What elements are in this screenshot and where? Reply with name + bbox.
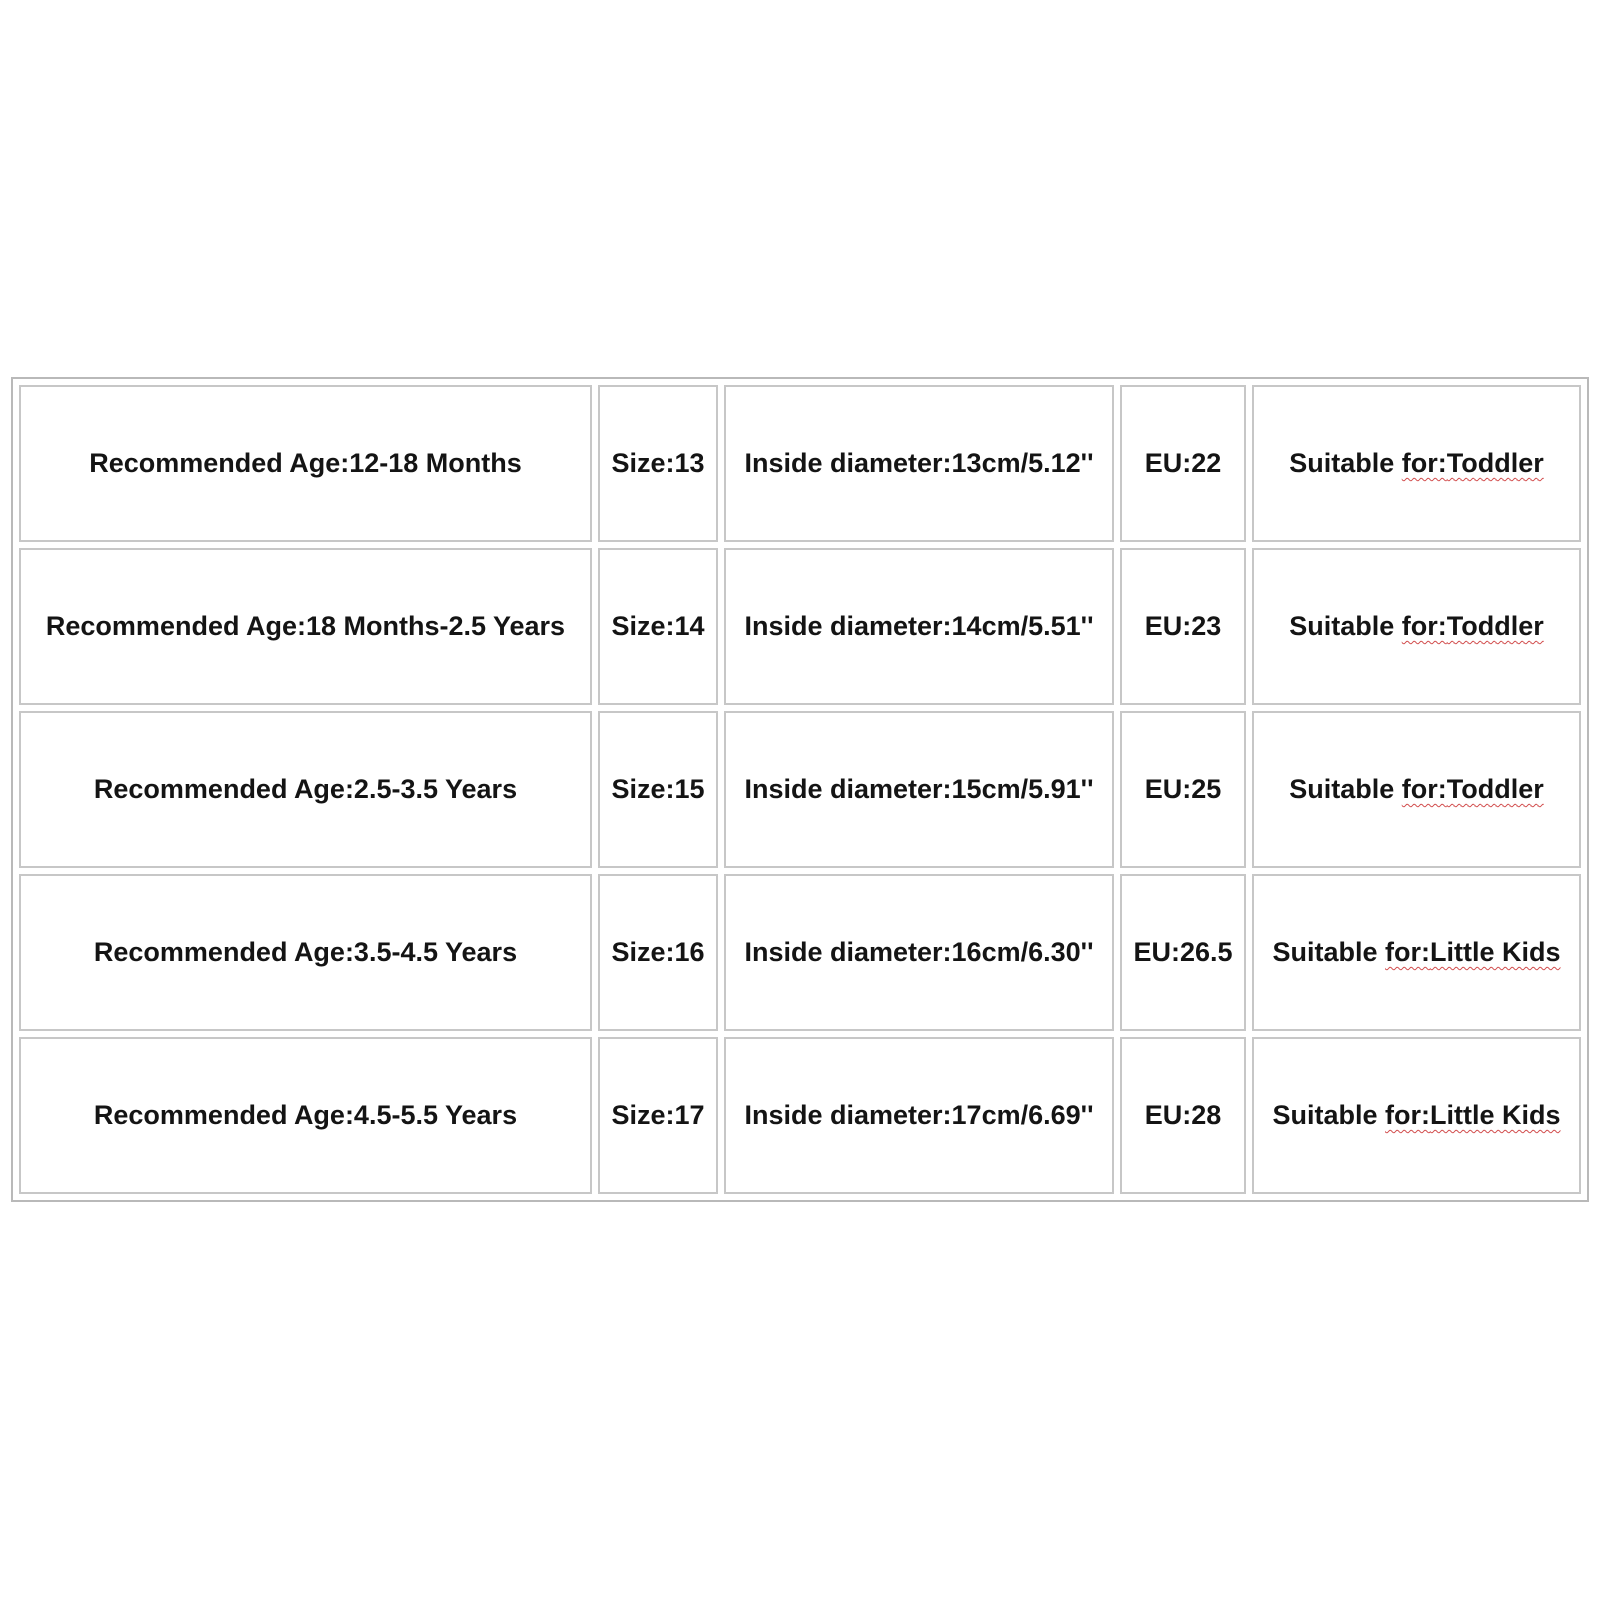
suitable-for-cell: [1252, 874, 1581, 1031]
diameter-cell: Inside diameter:15cm/5.91'': [724, 711, 1114, 868]
age-cell: Recommended Age:4.5-5.5 Years: [19, 1037, 592, 1194]
eu-size-cell: EU:26.5: [1120, 874, 1246, 1031]
suitable-for-prefix: for:: [1401, 611, 1447, 641]
suitable-for-prefix: for:: [1401, 448, 1447, 478]
table-row: [19, 385, 1581, 542]
size-cell: Size:13: [598, 385, 718, 542]
age-cell: Recommended Age:18 Months-2.5 Years: [19, 548, 592, 705]
suitable-label: Suitable: [1272, 937, 1386, 967]
age-cell: Recommended Age:3.5-4.5 Years: [19, 874, 592, 1031]
suitable-for-prefix: for:: [1401, 774, 1447, 804]
suitable-for-underlined: [1385, 1100, 1561, 1130]
suitable-label: Suitable: [1272, 1100, 1386, 1130]
diameter-cell: Inside diameter:17cm/6.69'': [724, 1037, 1114, 1194]
diameter-cell: Inside diameter:13cm/5.12'': [724, 385, 1114, 542]
diameter-cell: Inside diameter:14cm/5.51'': [724, 548, 1114, 705]
diameter-cell: Inside diameter:16cm/6.30'': [724, 874, 1114, 1031]
suitable-for-value: Toddler: [1446, 774, 1544, 804]
suitable-label: Suitable: [1289, 611, 1402, 641]
table-row: [19, 874, 1581, 1031]
suitable-for-prefix: for:: [1385, 1100, 1430, 1130]
suitable-for-underlined: [1402, 611, 1544, 641]
suitable-for-underlined: [1402, 774, 1544, 804]
size-cell: Size:14: [598, 548, 718, 705]
suitable-for-underlined: [1402, 448, 1544, 478]
suitable-label: Suitable: [1289, 448, 1402, 478]
size-cell: Size:16: [598, 874, 718, 1031]
suitable-for-cell: [1252, 1037, 1581, 1194]
suitable-label: Suitable: [1289, 774, 1402, 804]
suitable-for-underlined: [1385, 937, 1561, 967]
suitable-for-value: Toddler: [1446, 611, 1544, 641]
suitable-for-value: Toddler: [1446, 448, 1544, 478]
age-cell: Recommended Age:2.5-3.5 Years: [19, 711, 592, 868]
size-cell: Size:17: [598, 1037, 718, 1194]
suitable-for-cell: [1252, 548, 1581, 705]
suitable-for-value: Little Kids: [1430, 937, 1561, 967]
size-cell: Size:15: [598, 711, 718, 868]
eu-size-cell: EU:28: [1120, 1037, 1246, 1194]
eu-size-cell: EU:22: [1120, 385, 1246, 542]
table-row: [19, 1037, 1581, 1194]
eu-size-cell: EU:25: [1120, 711, 1246, 868]
suitable-for-cell: [1252, 385, 1581, 542]
suitable-for-prefix: for:: [1385, 937, 1430, 967]
eu-size-cell: EU:23: [1120, 548, 1246, 705]
table-row: [19, 711, 1581, 868]
table-row: [19, 548, 1581, 705]
age-cell: Recommended Age:12-18 Months: [19, 385, 592, 542]
size-chart-table: [11, 377, 1589, 1202]
suitable-for-cell: [1252, 711, 1581, 868]
suitable-for-value: Little Kids: [1430, 1100, 1561, 1130]
